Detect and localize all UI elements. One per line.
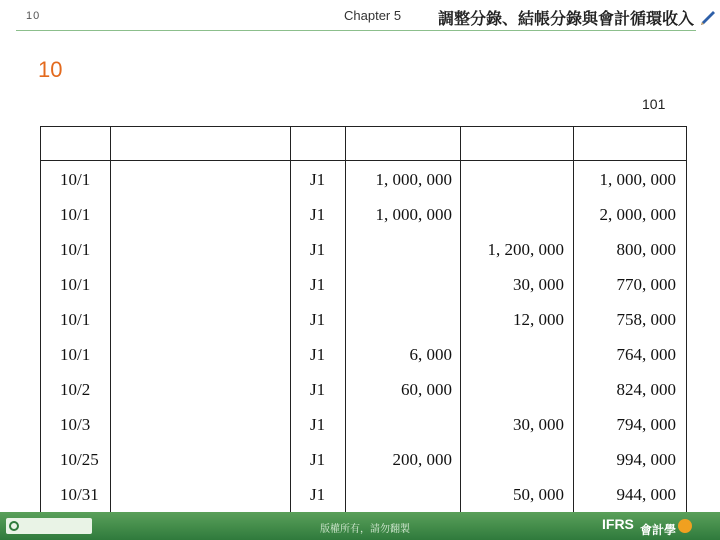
ledger-debit: 1, 000, 000 — [375, 170, 452, 189]
ledger-ref: J1 — [310, 485, 326, 504]
column-divider — [460, 160, 461, 512]
ledger-date: 10/1 — [60, 205, 91, 224]
ledger-date: 10/2 — [60, 380, 91, 399]
chapter-label: Chapter 5 — [344, 8, 402, 23]
ledger-debit: 200, 000 — [392, 450, 452, 469]
table-header-rule — [40, 160, 686, 161]
column-divider — [345, 126, 346, 160]
ledger-date: 10/1 — [60, 275, 91, 294]
ledger-balance: 1, 000, 000 — [599, 170, 676, 189]
ledger-balance: 764, 000 — [616, 345, 676, 364]
column-divider — [290, 126, 291, 160]
column-divider — [40, 126, 41, 160]
column-divider — [460, 126, 461, 160]
ledger-debit: 60, 000 — [401, 380, 452, 399]
ledger-ref: J1 — [310, 240, 326, 259]
ledger-ref: J1 — [310, 345, 326, 364]
column-divider — [573, 126, 574, 160]
column-divider — [345, 160, 346, 512]
ledger-balance: 994, 000 — [616, 450, 676, 469]
ledger-debit: 6, 000 — [409, 345, 452, 364]
column-divider — [110, 160, 111, 512]
ledger-credit: 50, 000 — [513, 485, 564, 504]
column-divider — [110, 126, 111, 160]
ledger-balance: 824, 000 — [616, 380, 676, 399]
account-number: 101 — [642, 96, 666, 112]
logo-mark — [9, 521, 19, 531]
ledger-balance: 794, 000 — [616, 415, 676, 434]
page-number: 10 — [26, 10, 41, 22]
ledger-credit: 12, 000 — [513, 310, 564, 329]
copyright-notice: 版權所有，請勿翻製 — [320, 524, 410, 535]
ledger-date: 10/1 — [60, 170, 91, 189]
table-right-border — [686, 160, 687, 512]
ledger-date: 10/1 — [60, 345, 91, 364]
book-title: 調整分錄、結帳分錄與會計循環收入 — [438, 9, 695, 28]
ledger-balance: 944, 000 — [616, 485, 676, 504]
brand-badge-icon — [678, 519, 692, 533]
ledger-ref: J1 — [310, 275, 326, 294]
footer-bar — [0, 512, 720, 540]
slide-heading: 10 — [38, 57, 63, 82]
ledger-ref: J1 — [310, 380, 326, 399]
column-divider — [573, 160, 574, 512]
ledger-credit: 1, 200, 000 — [487, 240, 564, 259]
ledger-credit: 30, 000 — [513, 275, 564, 294]
ledger-ref: J1 — [310, 170, 326, 189]
ledger-credit: 30, 000 — [513, 415, 564, 434]
ledger-balance: 2, 000, 000 — [599, 205, 676, 224]
ledger-date: 10/31 — [60, 485, 99, 504]
ledger-balance: 800, 000 — [616, 240, 676, 259]
ledger-ref: J1 — [310, 450, 326, 469]
ledger-ref: J1 — [310, 310, 326, 329]
column-divider — [686, 126, 687, 160]
table-top-rule — [40, 126, 686, 127]
ledger-date: 10/1 — [60, 240, 91, 259]
publisher-logo-icon — [6, 518, 92, 534]
brand-subtitle: 會計學 — [640, 523, 677, 537]
ledger-debit: 1, 000, 000 — [375, 205, 452, 224]
ledger-balance: 758, 000 — [616, 310, 676, 329]
ledger-date: 10/25 — [60, 450, 99, 469]
ledger-ref: J1 — [310, 415, 326, 434]
table-left-border — [40, 160, 41, 512]
brand-label: IFRS — [602, 516, 634, 532]
ledger-balance: 770, 000 — [616, 275, 676, 294]
ledger-date: 10/3 — [60, 415, 91, 434]
ledger-ref: J1 — [310, 205, 326, 224]
ledger-date: 10/1 — [60, 310, 91, 329]
column-divider — [290, 160, 291, 512]
